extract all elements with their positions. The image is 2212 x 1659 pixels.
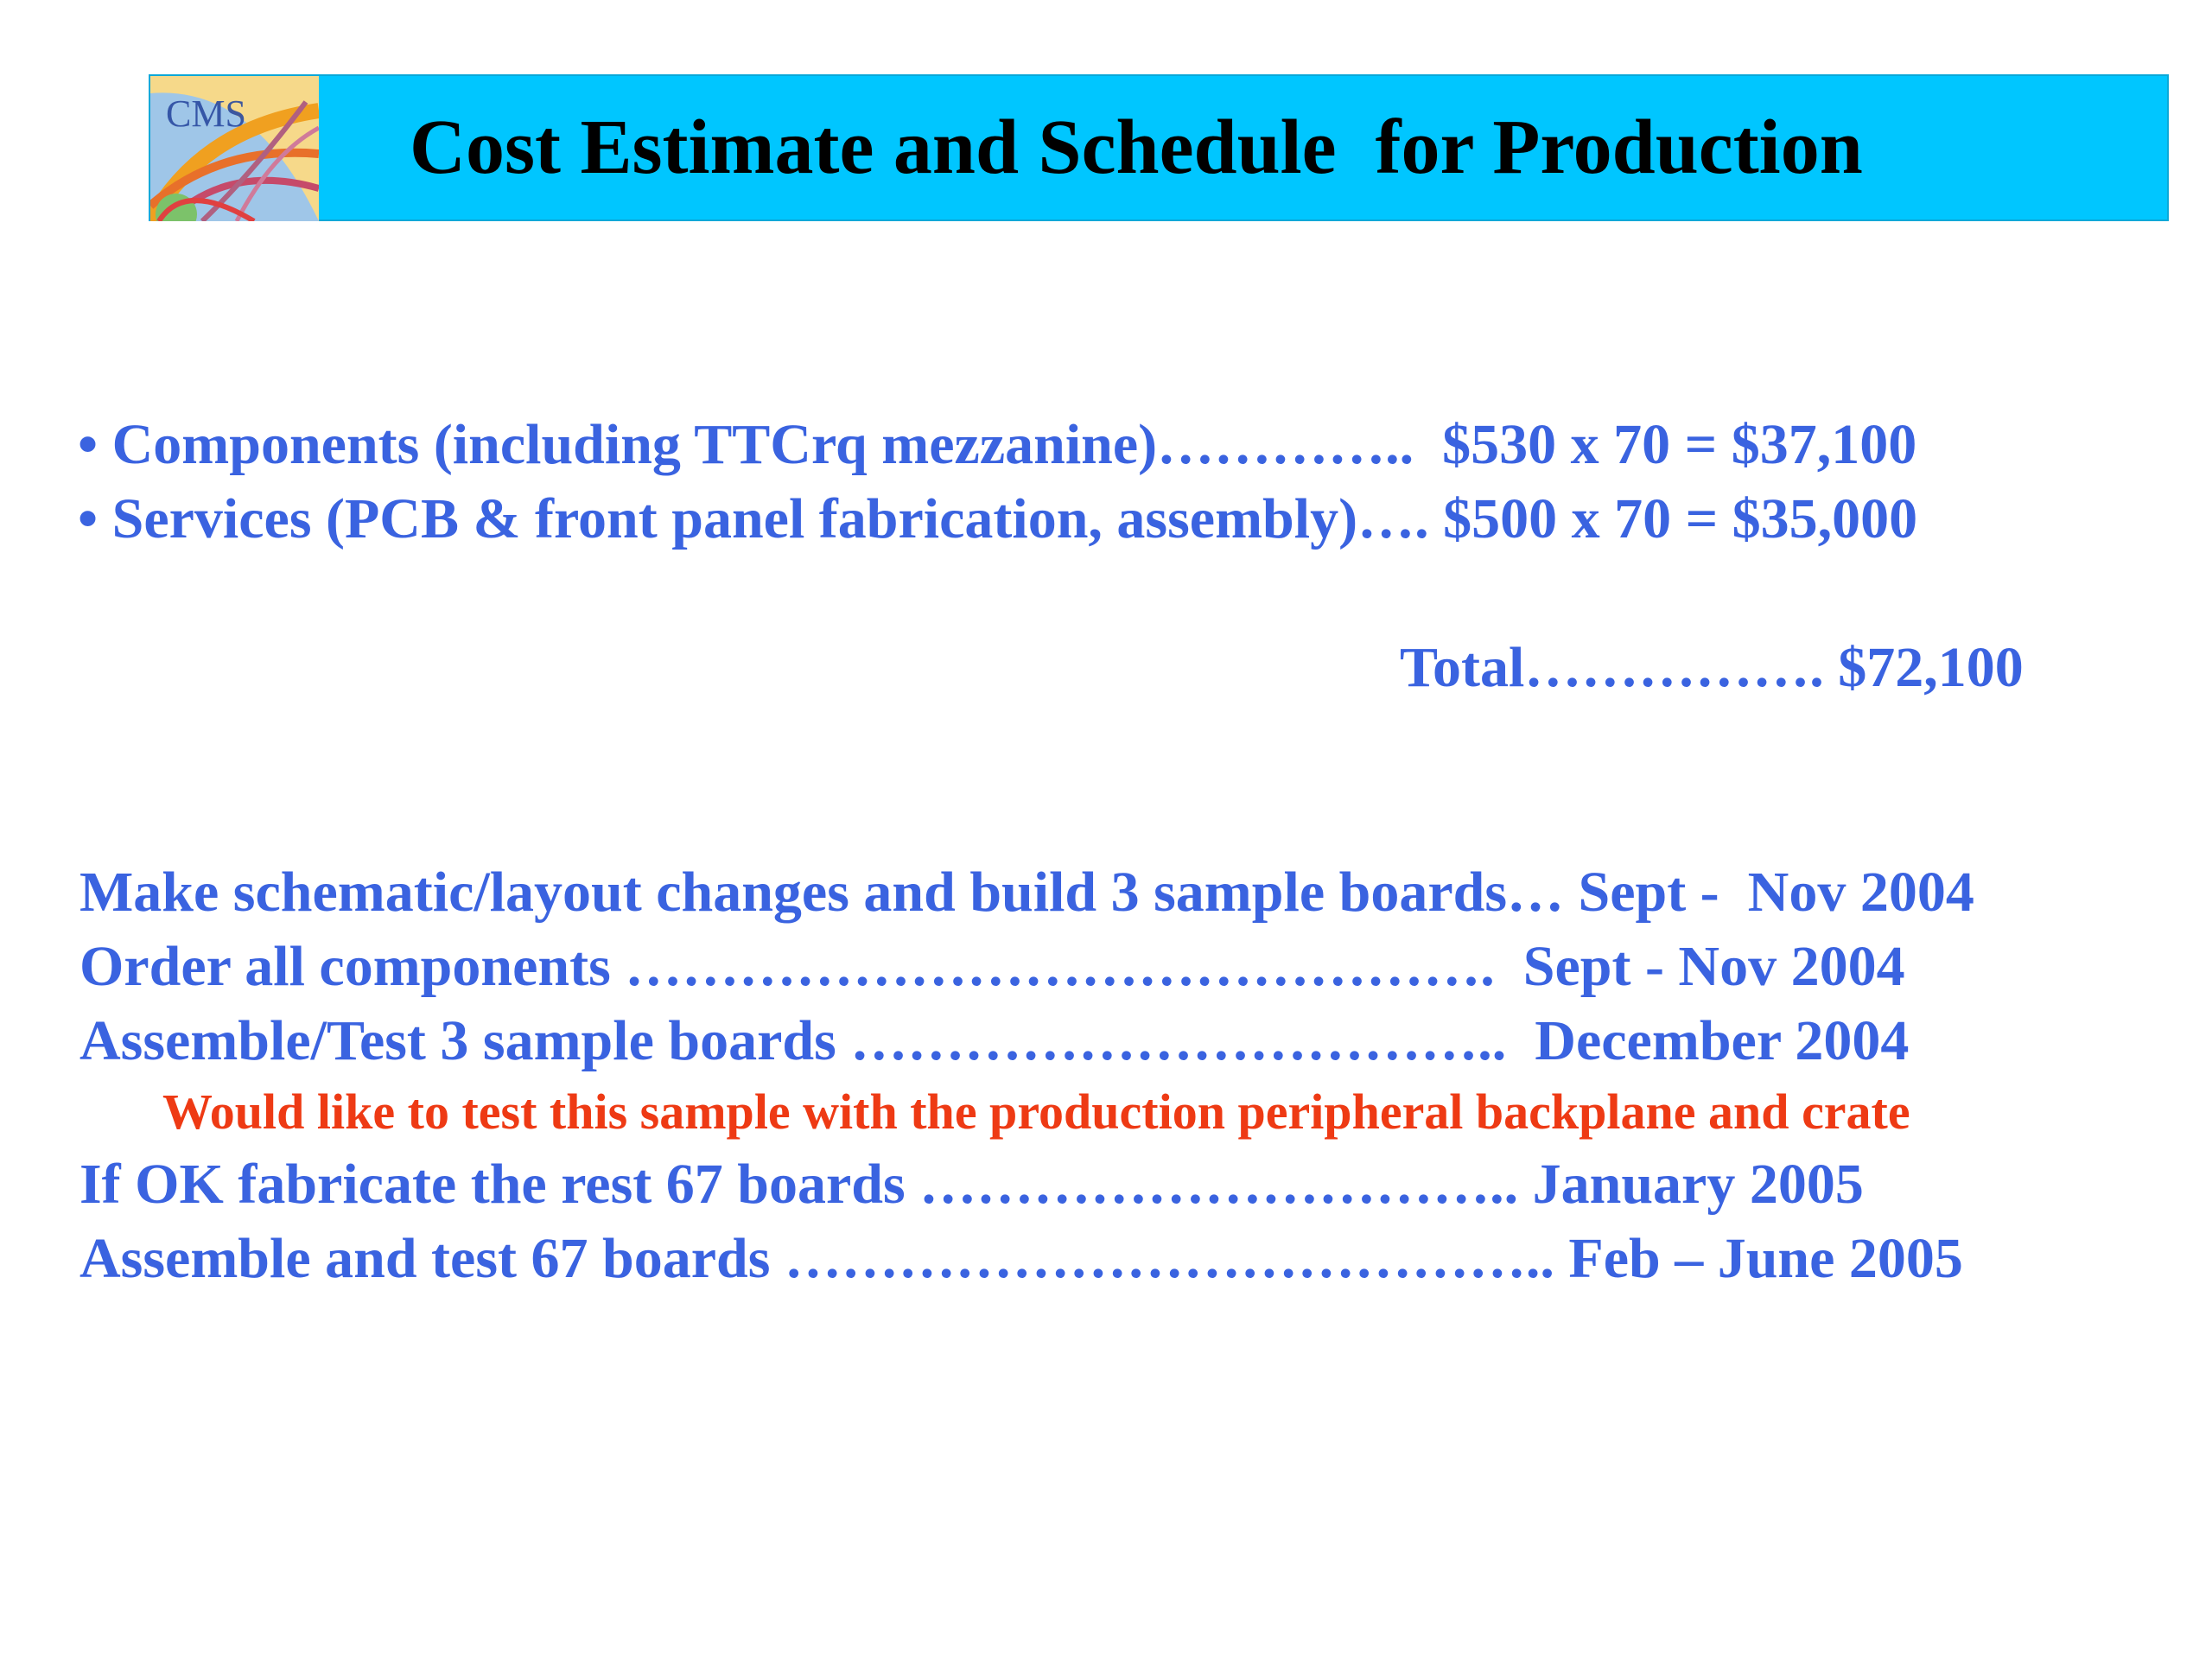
cost-item-services: • Services (PCB & front panel fabrication, assembly)…. $500 x 70 = $35,000: [78, 487, 1918, 550]
page-title: Cost Estimate and Schedule for Production: [410, 105, 1863, 190]
schedule-item-order-components: Order all components ………………………………………. Sept - Nov 2004: [79, 935, 1905, 998]
cms-logo-icon: [150, 76, 319, 221]
schedule-item-assemble-test: Assemble/Test 3 sample boards …………………………….. December 2004: [79, 1009, 1910, 1072]
schedule-item-sample-boards: Make schematic/layout changes and build 3 sample boards… Sept - Nov 2004: [79, 861, 1974, 924]
schedule-item-fabricate: If OK fabricate the rest 67 boards ………………………….. January 2005: [79, 1153, 1864, 1216]
logo-text: CMS: [166, 92, 246, 135]
title-banner: [149, 74, 2169, 221]
schedule-note: Would like to test this sample with the production peripheral backplane and crate: [162, 1084, 1910, 1140]
schedule-item-assemble-67: Assemble and test 67 boards ………………………………….. Feb – June 2005: [79, 1227, 1963, 1290]
cost-item-components: • Components (including TTCrq mezzanine)………….. $530 x 70 = $37,100: [78, 413, 1917, 476]
cost-total: Total……………. $72,100: [1400, 636, 2024, 699]
